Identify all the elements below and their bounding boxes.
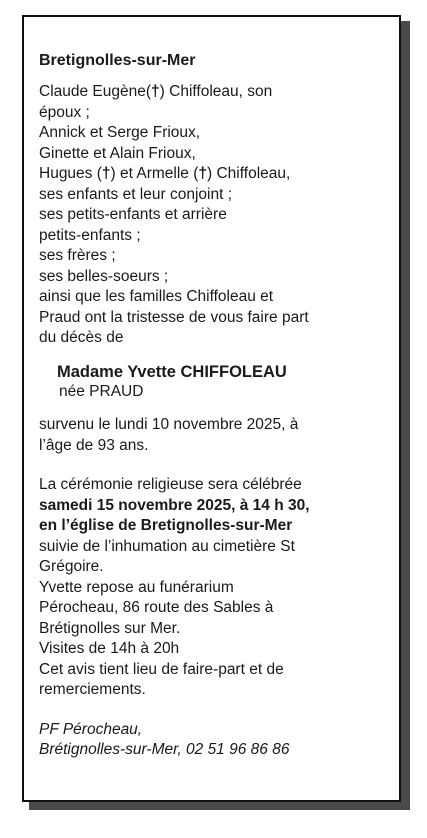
funeral-home xyxy=(39,720,379,761)
ceremony-line: Visites de 14h à 20h xyxy=(39,640,180,657)
ceremony-date-time: samedi 15 novembre 2025, à 14 h 30, xyxy=(39,496,310,514)
cross-icon: † xyxy=(151,83,160,100)
deceased-name: Madame Yvette CHIFFOLEAU xyxy=(57,362,287,381)
ceremony-line: Brétignolles sur Mer. xyxy=(39,619,181,637)
family-line: époux ; xyxy=(39,103,90,121)
birth-name: née PRAUD xyxy=(59,382,144,400)
town-heading: Bretignolles-sur-Mer xyxy=(39,52,196,69)
family-line: Annick et Serge Frioux, xyxy=(39,124,201,141)
cross-icon: † xyxy=(198,165,208,182)
cross-icon: † xyxy=(101,165,111,182)
ceremony-line: Yvette repose au funérarium xyxy=(39,578,234,596)
ceremony-info xyxy=(39,475,379,701)
family-line: Claude Eugène(†) Chiffoleau, son xyxy=(39,83,273,100)
family-line: ainsi que les familles Chiffoleau et xyxy=(39,288,274,305)
family-line: ses frères ; xyxy=(39,247,116,264)
death-info xyxy=(39,415,379,456)
death-line: survenu le lundi 10 novembre 2025, à xyxy=(39,416,299,433)
family-line: Ginette et Alain Frioux, xyxy=(39,144,196,162)
ceremony-line: Cet avis tient lieu de faire-part et de xyxy=(39,660,284,678)
family-line: petits-enfants ; xyxy=(39,226,141,244)
ceremony-line: suivie de l’inhumation au cimetière St xyxy=(39,537,295,555)
notice-content xyxy=(39,50,379,761)
ceremony-intro: La cérémonie religieuse sera célébrée xyxy=(39,476,302,493)
family-line: Hugues (†) et Armelle (†) Chiffoleau, xyxy=(39,165,291,182)
family-line: ses belles-soeurs ; xyxy=(39,267,169,285)
funeral-home-contact: Brétignolles-sur-Mer, 02 51 96 86 86 xyxy=(39,741,290,758)
family-list xyxy=(39,82,379,349)
ceremony-place: en l’église de Bretignolles-sur-Mer xyxy=(39,517,293,534)
family-line: ses enfants et leur conjoint ; xyxy=(39,185,233,203)
ceremony-line: remerciements. xyxy=(39,681,146,698)
death-line: l’âge de 93 ans. xyxy=(39,436,149,454)
family-line: ses petits-enfants et arrière xyxy=(39,206,227,223)
ceremony-line: Grégoire. xyxy=(39,558,104,575)
spacer xyxy=(39,456,379,475)
spacer xyxy=(39,701,379,720)
ceremony-line: Pérocheau, 86 route des Sables à xyxy=(39,599,274,616)
family-line: du décès de xyxy=(39,329,124,346)
funeral-home-name: PF Pérocheau, xyxy=(39,720,143,738)
family-line: Praud ont la tristesse de vous faire part xyxy=(39,308,309,326)
deceased-block xyxy=(57,362,379,403)
